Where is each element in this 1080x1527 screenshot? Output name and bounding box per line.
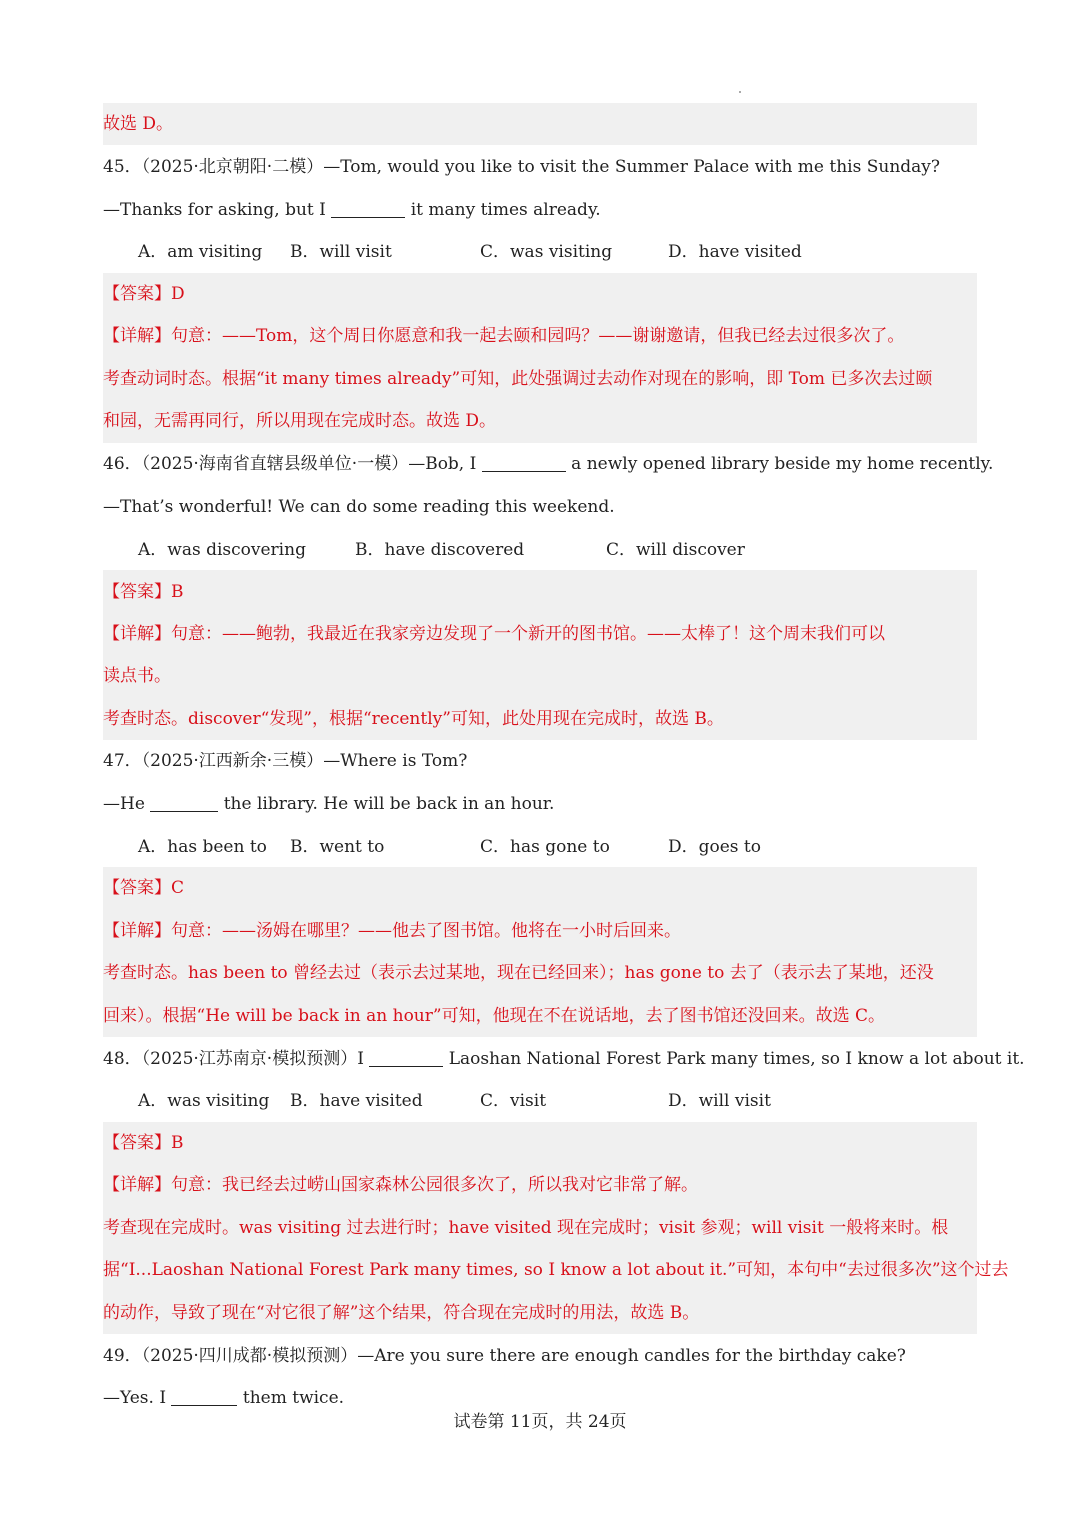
q49-line2-pre: —Yes. I: [103, 1388, 167, 1408]
page-footer: 试卷第 11页，共 24页: [453, 1412, 627, 1432]
q45-line2-post: it many times already.: [410, 200, 601, 220]
q48-stem-pre: 48．（2025·江苏南京·模拟预测）I: [103, 1049, 364, 1069]
q45-line2: [103, 199, 601, 221]
q46-detail-3: 考查时态。discover“发现”，根据“recently”可知，此处用现在完成时，故选 B。: [103, 709, 724, 729]
q47-detail-2: 考查时态。has been to 曾经去过（表示去过某地，现在已经回来）；has gone to 去了（表示去了某地，还没: [103, 963, 934, 983]
q45-option-b: B．will visit: [290, 242, 392, 262]
q48-detail-2: 考查现在完成时。was visiting 过去进行时；have visited 现在完成时；visit 参观；will visit 一般将来时。根: [103, 1218, 949, 1238]
q45-detail-1: 【详解】句意：——Tom，这个周日你愿意和我一起去颐和园吗？——谢谢邀请，但我已经去过很多次了。: [103, 326, 905, 346]
q48-stem-post: Laoshan National Forest Park many times, so I know a lot about it.: [448, 1049, 1025, 1069]
q45-answer: 【答案】D: [103, 284, 185, 304]
q45-detail-3: 和园，无需再同行，所以用现在完成时态。故选 D。: [103, 411, 497, 431]
q47-line2: [103, 793, 554, 815]
q46-stem-post: a newly opened library beside my home recently.: [571, 454, 994, 474]
q46-detail-2: 读点书。: [103, 666, 171, 686]
q47-line2-post: the library. He will be back in an hour.: [223, 794, 555, 814]
q46-option-b: B．have discovered: [355, 540, 525, 560]
q48-detail-4: 的动作，导致了现在“对它很了解”这个结果，符合现在完成时的用法，故选 B。: [103, 1303, 700, 1323]
q45-option-a: A．am visiting: [138, 242, 263, 262]
prev-answer-conclusion: 故选 D。: [103, 114, 174, 134]
q47-option-d: D．goes to: [668, 837, 762, 857]
q48-option-a: A．was visiting: [138, 1091, 270, 1111]
q45-option-d: D．have visited: [668, 242, 802, 262]
answer-band-prev: [103, 103, 977, 145]
q49-line2-post: them twice.: [242, 1388, 345, 1408]
q47-answer: 【答案】C: [103, 878, 185, 898]
q47-detail-3: 回来）。根据“He will be back in an hour”可知，他现在不在说话地，去了图书馆还没回来。故选 C。: [103, 1006, 885, 1026]
q48-detail-3: 据“I...Laoshan National Forest Park many times, so I know a lot about it.”可知，本句中“去过很多次”这个过去: [103, 1260, 1009, 1280]
q49-stem: 49．（2025·四川成都·模拟预测）—Are you sure there are enough candles for the birthday cake?: [103, 1346, 906, 1366]
q48-stem: [103, 1048, 1025, 1070]
q46-stem: [103, 453, 993, 475]
q47-blank: [150, 795, 218, 812]
q46-blank: [482, 455, 566, 472]
q48-option-d: D．will visit: [668, 1091, 771, 1111]
q48-detail-1: 【详解】句意：我已经去过崂山国家森林公园很多次了，所以我对它非常了解。: [103, 1175, 698, 1195]
q46-option-a: A．was discovering: [138, 540, 306, 560]
q45-stem: 45．（2025·北京朝阳·二模）—Tom, would you like to visit the Summer Palace with me this Sunday?: [103, 157, 941, 177]
q46-option-c: C．will discover: [606, 540, 745, 560]
q45-detail-2: 考查动词时态。根据“it many times already”可知，此处强调过去动作对现在的影响，即 Tom 已多次去过颐: [103, 369, 933, 389]
q49-line2: [103, 1387, 344, 1409]
q47-option-b: B．went to: [290, 837, 385, 857]
q48-option-c: C．visit: [480, 1091, 547, 1111]
q48-blank: [369, 1050, 443, 1067]
q47-detail-1: 【详解】句意：——汤姆在哪里？——他去了图书馆。他将在一小时后回来。: [103, 921, 681, 941]
q48-answer: 【答案】B: [103, 1133, 184, 1153]
q47-line2-pre: —He: [103, 794, 145, 814]
q46-stem-pre: 46．（2025·海南省直辖县级单位·一模）—Bob, I: [103, 454, 477, 474]
q46-line2: —That’s wonderful! We can do some reading this weekend.: [103, 497, 615, 517]
q49-blank: [171, 1389, 237, 1406]
q45-line2-pre: —Thanks for asking, but I: [103, 200, 326, 220]
q45-blank: [331, 201, 405, 218]
q46-answer: 【答案】B: [103, 582, 184, 602]
q45-option-c: C．was visiting: [480, 242, 613, 262]
q47-stem: 47．（2025·江西新余·三模）—Where is Tom?: [103, 751, 468, 771]
q47-option-a: A．has been to: [138, 837, 267, 857]
scan-dot: [739, 91, 741, 93]
q46-detail-1: 【详解】句意：——鲍勃，我最近在我家旁边发现了一个新开的图书馆。——太棒了！这个周末我们可以: [103, 624, 885, 644]
q47-option-c: C．has gone to: [480, 837, 610, 857]
q48-option-b: B．have visited: [290, 1091, 423, 1111]
